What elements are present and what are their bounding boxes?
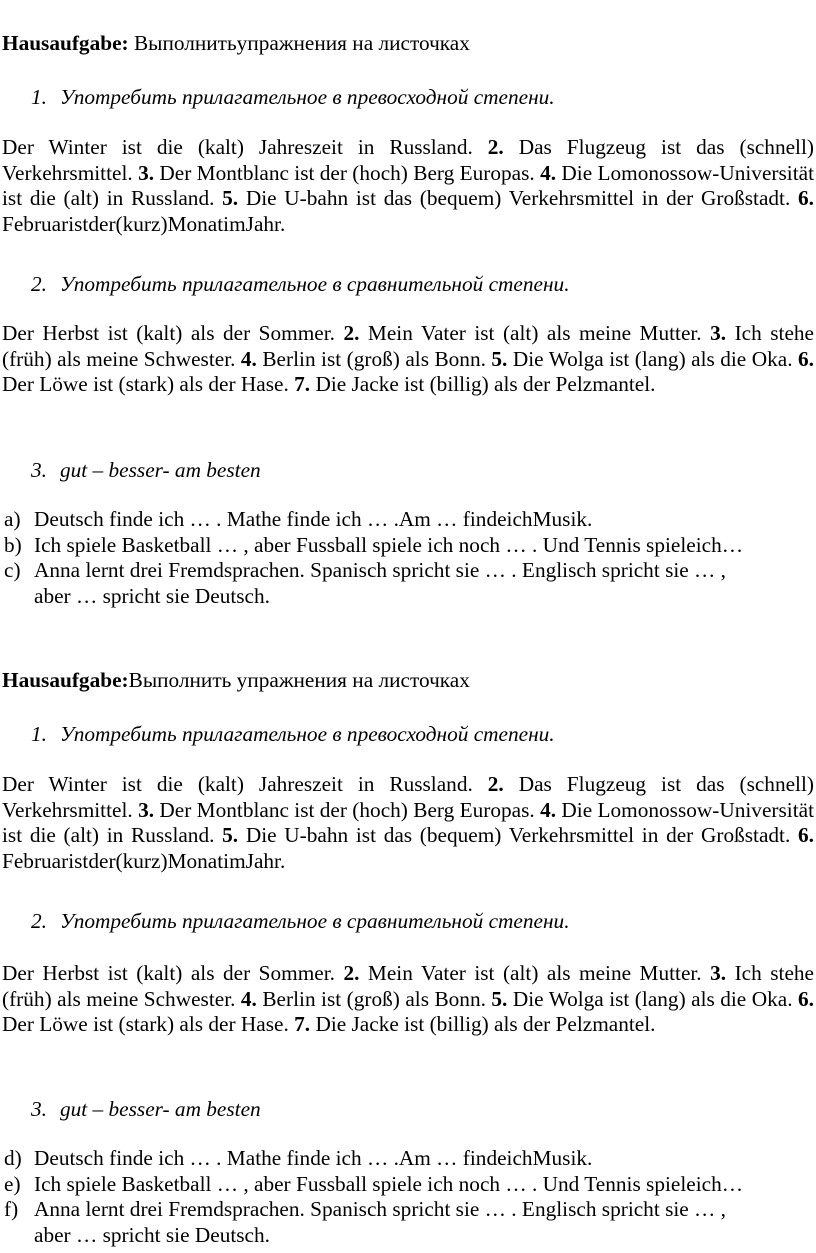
task-text: Употребить прилагательное в превосходной степени.: [60, 85, 555, 109]
list-item: [4, 1146, 816, 1172]
sentence-text: Das Flugzeug ist das (schnell) Verkehrsmittel.: [2, 135, 814, 185]
sentence-text: Ich stehe (früh) als meine Schwester.: [2, 321, 814, 371]
sentence-text: Berlin ist (groß) als Bonn.: [256, 986, 492, 1011]
task-heading: [31, 909, 570, 935]
sentence-number: 4.: [240, 986, 257, 1011]
sentence-number: 2.: [343, 321, 360, 345]
list-item: [4, 1172, 816, 1198]
exercise-list: [4, 1146, 816, 1248]
task-text: Употребить прилагательное в превосходной степени.: [60, 722, 555, 746]
sentence-number: 5.: [222, 186, 239, 211]
sentence-number: 3.: [138, 797, 155, 822]
sentence-text: Die Jacke ist (billig) als der Pelzmantel.: [310, 372, 656, 397]
task-heading: [31, 85, 555, 111]
exercise-paragraph: [2, 135, 814, 237]
section-title: [2, 31, 810, 57]
task-number: 2.: [31, 909, 47, 933]
exercise-list: [4, 507, 816, 609]
task-heading: [31, 722, 555, 748]
sentence-number: 6.: [798, 986, 814, 1011]
sentence-number: 6.: [798, 346, 814, 371]
task-text: gut – besser- am besten: [60, 1097, 261, 1121]
sentence-number: 6.: [798, 186, 814, 211]
title-text: Выполнитьупражнения на листочках: [128, 31, 470, 55]
sentence-number: 5.: [491, 986, 508, 1011]
item-letter: e): [4, 1171, 21, 1196]
sentence-number: 4.: [540, 797, 557, 822]
title-text: Выполнить упражнения на листочках: [128, 668, 470, 692]
item-text: Anna lernt drei Fremdsprachen. Spanisch spricht sie … . Englisch spricht sie … ,: [34, 558, 727, 583]
sentence-text: Die U-bahn ist das (bequem) Verkehrsmittel in der Großstadt.: [238, 823, 799, 848]
exercise-paragraph: [2, 772, 814, 874]
task-text: Употребить прилагательное в сравнительной степени.: [60, 909, 570, 933]
task-text: gut – besser- am besten: [60, 458, 261, 482]
sentence-text: Der Löwe ist (stark) als der Hase.: [2, 372, 295, 397]
item-letter: f): [4, 1197, 19, 1222]
sentence-text: Der Montblanc ist der (hoch) Berg Europas.: [154, 797, 541, 822]
task-heading: [31, 272, 570, 298]
sentence-number: 4.: [540, 160, 557, 185]
sentence-number: 3.: [138, 160, 155, 185]
title-bold: Hausaufgabe:: [2, 31, 129, 55]
sentence-text: Der Herbst ist (kalt) als der Sommer.: [2, 321, 344, 345]
sentence-number: 5.: [222, 823, 239, 848]
sentence-text: Der Herbst ist (kalt) als der Sommer.: [2, 961, 344, 985]
sentence-number: 2.: [487, 135, 504, 159]
list-item: [4, 507, 816, 533]
sentence-text: Der Löwe ist (stark) als der Hase.: [2, 1012, 295, 1037]
sentence-text: Februaristder(kurz)MonatimJahr.: [2, 211, 286, 236]
exercise-paragraph: [2, 321, 814, 398]
sentence-number: 3.: [710, 961, 727, 985]
item-text: Deutsch finde ich … . Mathe finde ich … .Am … findeichMusik.: [34, 507, 593, 531]
task-number: 3.: [31, 1097, 47, 1121]
sentence-number: 7.: [294, 372, 311, 397]
task-heading: [31, 1097, 261, 1123]
sentence-text: Die Wolga ist (lang) als die Oka.: [507, 986, 799, 1011]
sentence-text: Der Montblanc ist der (hoch) Berg Europas.: [154, 160, 541, 185]
item-text-continued: aber … spricht sie Deutsch.: [34, 1222, 270, 1247]
sentence-text: Die Wolga ist (lang) als die Oka.: [507, 346, 799, 371]
task-number: 3.: [31, 458, 47, 482]
sentence-text: Die U-bahn ist das (bequem) Verkehrsmittel in der Großstadt.: [238, 186, 799, 211]
task-heading: [31, 458, 261, 484]
item-letter: c): [4, 558, 21, 583]
sentence-number: 6.: [798, 823, 814, 848]
item-text: Deutsch finde ich … . Mathe finde ich … .Am … findeichMusik.: [34, 1146, 593, 1170]
sentence-text: Mein Vater ist (alt) als meine Mutter.: [359, 321, 711, 345]
sentence-text: Die Lomonossow-Universität ist die (alt) in Russland.: [2, 797, 814, 848]
sentence-text: Die Lomonossow-Universität ist die (alt) in Russland.: [2, 160, 814, 211]
task-text: Употребить прилагательное в сравнительной степени.: [60, 272, 570, 296]
item-text: Ich spiele Basketball … , aber Fussball spiele ich noch … . Und Tennis spieleich…: [34, 1171, 744, 1196]
title-bold: Hausaufgabe:: [2, 668, 129, 692]
item-letter: d): [4, 1146, 22, 1170]
sentence-number: 5.: [491, 346, 508, 371]
list-item: [4, 533, 816, 559]
item-text-continued: aber … spricht sie Deutsch.: [34, 583, 270, 608]
sentence-number: 7.: [294, 1012, 311, 1037]
sentence-number: 4.: [240, 346, 257, 371]
task-number: 2.: [31, 272, 47, 296]
list-item: [4, 1197, 816, 1248]
sentence-text: Berlin ist (groß) als Bonn.: [256, 346, 492, 371]
sentence-number: 2.: [487, 772, 504, 796]
task-number: 1.: [31, 85, 47, 109]
sentence-text: Das Flugzeug ist das (schnell) Verkehrsmittel.: [2, 772, 814, 822]
item-text: Ich spiele Basketball … , aber Fussball spiele ich noch … . Und Tennis spieleich…: [34, 532, 744, 557]
sentence-text: Der Winter ist die (kalt) Jahreszeit in Russland.: [2, 135, 488, 159]
exercise-paragraph: [2, 961, 814, 1038]
sentence-text: Der Winter ist die (kalt) Jahreszeit in Russland.: [2, 772, 488, 796]
sentence-text: Ich stehe (früh) als meine Schwester.: [2, 961, 814, 1011]
list-item: [4, 558, 816, 609]
item-letter: a): [4, 507, 21, 531]
task-number: 1.: [31, 722, 47, 746]
sentence-text: Februaristder(kurz)MonatimJahr.: [2, 848, 286, 873]
item-letter: b): [4, 532, 22, 557]
sentence-text: Mein Vater ist (alt) als meine Mutter.: [359, 961, 711, 985]
section-title: [2, 668, 810, 694]
sentence-number: 3.: [710, 321, 727, 345]
sentence-number: 2.: [343, 961, 360, 985]
item-text: Anna lernt drei Fremdsprachen. Spanisch spricht sie … . Englisch spricht sie … ,: [34, 1197, 727, 1222]
sentence-text: Die Jacke ist (billig) als der Pelzmantel.: [310, 1012, 656, 1037]
